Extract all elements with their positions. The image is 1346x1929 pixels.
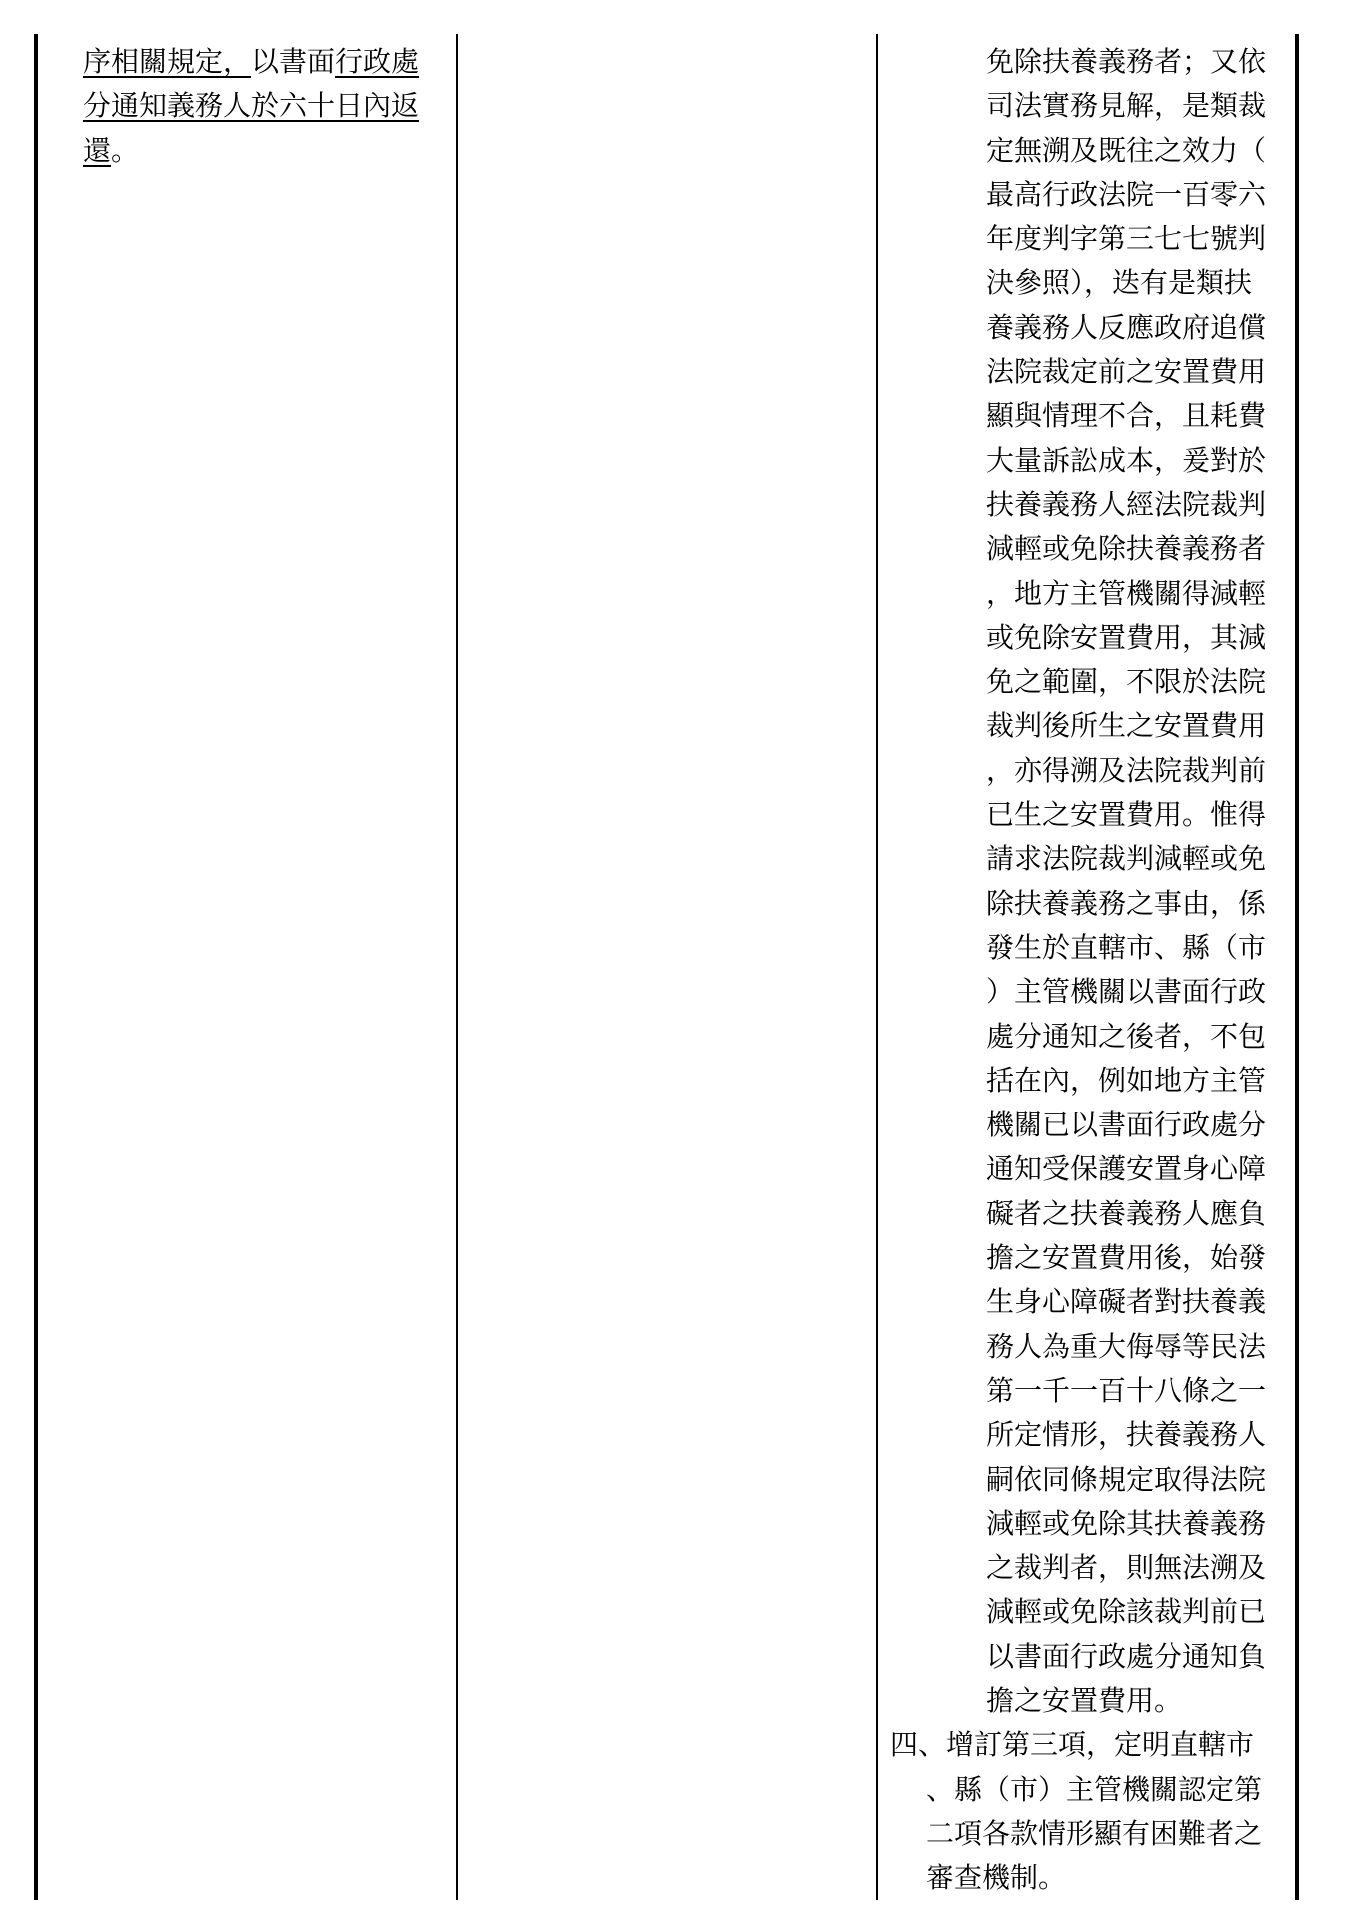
paragraph-line: 第一千一百十八條之一 <box>986 1373 1267 1407</box>
paragraph-line: 請求法院裁判減輕或免 <box>986 842 1267 876</box>
paragraph-line: 除扶養義務之事由，係 <box>986 886 1267 920</box>
item-four-line: 審查機制。 <box>926 1861 1067 1895</box>
paragraph-line: 括在內，例如地方主管 <box>986 1063 1267 1097</box>
paragraph-line: 法院裁定前之安置費用 <box>986 355 1267 389</box>
paragraph-line: 機關已以書面行政處分 <box>986 1108 1267 1142</box>
text-segment: 以書面 <box>251 45 336 78</box>
left-column-text <box>83 40 453 173</box>
table-divider-1 <box>456 34 458 1900</box>
paragraph-line: 生身心障礙者對扶養義 <box>986 1285 1267 1319</box>
paragraph-line: ，地方主管機關得減輕 <box>986 576 1267 610</box>
table-border-left <box>34 34 38 1900</box>
left-text-line <box>83 40 453 84</box>
table-divider-2 <box>876 34 878 1900</box>
item-four-line: 二項各款情形顯有困難者之 <box>926 1816 1263 1850</box>
paragraph-line: 擔之安置費用後，始發 <box>986 1241 1267 1275</box>
paragraph-line: 養義務人反應政府追償 <box>986 310 1267 344</box>
paragraph-line: 減輕或免除該裁判前已 <box>986 1595 1267 1629</box>
paragraph-line: 發生於直轄市、縣（市 <box>986 930 1267 964</box>
paragraph-line: 之裁判者，則無法溯及 <box>986 1551 1267 1585</box>
left-text-line <box>83 129 453 173</box>
paragraph-line: 裁判後所生之安置費用 <box>986 709 1267 743</box>
paragraph-line: 已生之安置費用。惟得 <box>986 798 1267 832</box>
paragraph-line: 司法實務見解，是類裁 <box>986 89 1267 123</box>
paragraph-line: 通知受保護安置身心障 <box>986 1152 1267 1186</box>
left-text-line <box>83 84 453 128</box>
table-border-right <box>1295 34 1299 1900</box>
paragraph-line: 嗣依同條規定取得法院 <box>986 1462 1267 1496</box>
paragraph-line: 擔之安置費用。 <box>986 1683 1183 1717</box>
paragraph-line: 定無溯及既往之效力（ <box>986 133 1267 167</box>
paragraph-line: ，亦得溯及法院裁判前 <box>986 753 1267 787</box>
paragraph-line: 扶養義務人經法院裁判 <box>986 487 1267 521</box>
paragraph-line: 顯與情理不合，且耗費 <box>986 399 1267 433</box>
paragraph-line: 減輕或免除扶養義務者 <box>986 532 1267 566</box>
paragraph-line: 最高行政法院一百零六 <box>986 177 1267 211</box>
underlined-text: 序相關規定， <box>83 45 252 78</box>
paragraph-line: 處分通知之後者，不包 <box>986 1019 1267 1053</box>
paragraph-line: 礙者之扶養義務人應負 <box>986 1196 1267 1230</box>
paragraph-line: 所定情形，扶養義務人 <box>986 1418 1267 1452</box>
paragraph-line: 決參照），迭有是類扶 <box>986 266 1253 300</box>
paragraph-line: 務人為重大侮辱等民法 <box>986 1329 1267 1363</box>
paragraph-line: 免除扶養義務者；又依 <box>986 45 1267 78</box>
underlined-text: 分通知義務人於六十日內返 <box>83 89 420 123</box>
underlined-text: 行政處 <box>335 45 420 78</box>
underlined-text: 還 <box>83 133 112 167</box>
text-segment: 。 <box>111 133 140 167</box>
paragraph-line: 大量訴訟成本，爰對於 <box>986 443 1267 477</box>
item-four-line: 、縣（市）主管機關認定第 <box>926 1772 1263 1806</box>
paragraph-line: 減輕或免除其扶養義務 <box>986 1506 1267 1540</box>
paragraph-line: 以書面行政處分通知負 <box>986 1639 1267 1673</box>
right-column-text <box>890 40 1290 1900</box>
item-four-line: 四、增訂第三項，定明直轄市 <box>890 1728 1255 1762</box>
paragraph-line: ）主管機關以書面行政 <box>986 975 1267 1009</box>
paragraph-line: 免之範圍，不限於法院 <box>986 665 1267 699</box>
paragraph-line: 年度判字第三七七號判 <box>986 222 1267 256</box>
paragraph-line: 或免除安置費用，其減 <box>986 620 1267 654</box>
